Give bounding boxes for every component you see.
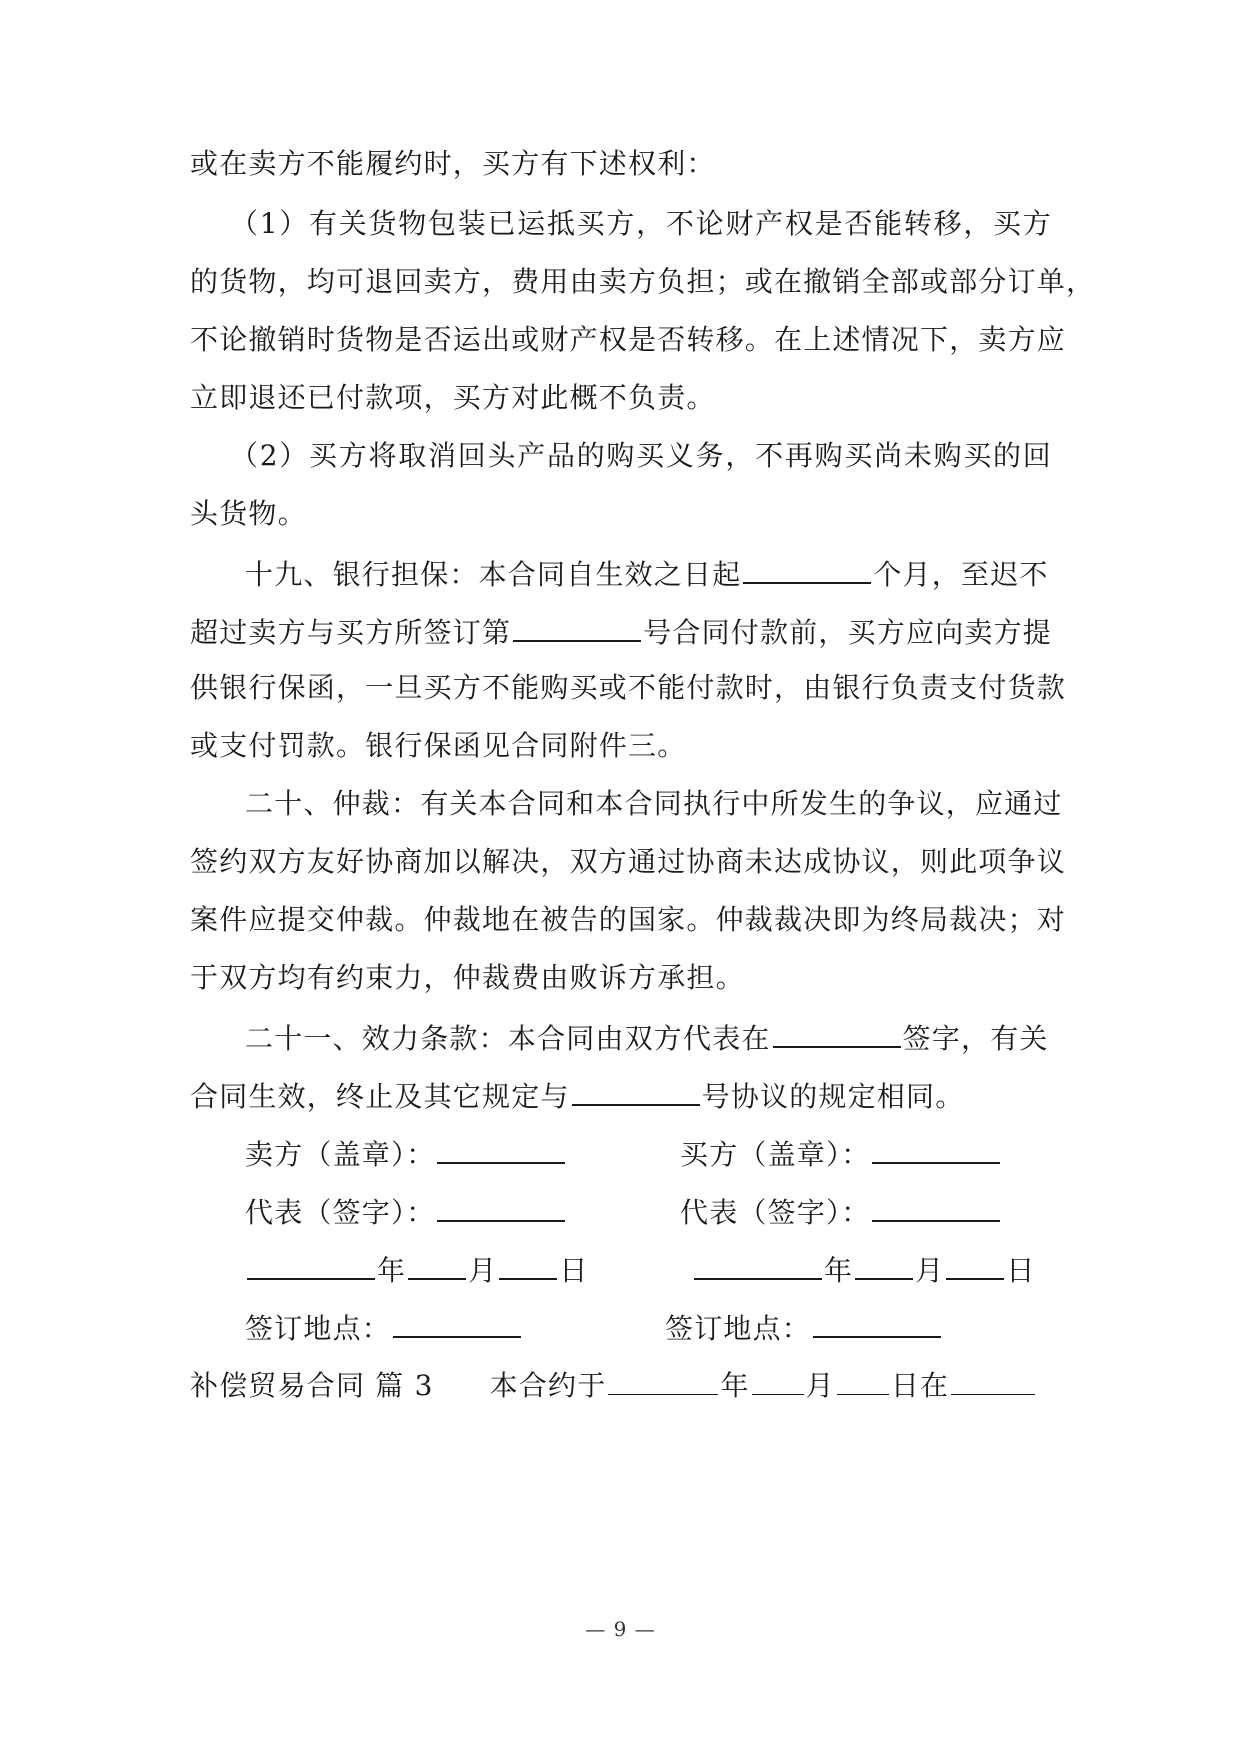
fill-blank	[694, 1248, 822, 1280]
art19-line1	[245, 552, 1052, 595]
art19-line3: 供银行保函，一旦买方不能购买或不能付款时，由银行负责支付货款	[190, 671, 1067, 704]
year-label: 年	[377, 1254, 407, 1287]
seller-seal-line	[245, 1132, 567, 1175]
fill-blank	[247, 1248, 375, 1280]
fill-blank	[773, 1016, 901, 1048]
year-label: 年	[720, 1369, 750, 1402]
fill-blank	[437, 1190, 565, 1222]
rep-sign-label: 代表（签字）：	[680, 1196, 871, 1229]
art19-line4: 或支付罚款。银行保函见合同附件三。	[190, 729, 687, 762]
art19-text: 号合同付款前，买方应向卖方提	[643, 616, 1053, 649]
art21-text: 签字，有关	[902, 1022, 1049, 1055]
rep-sign-right-line	[680, 1190, 1002, 1233]
art19-text: 超过卖方与买方所签订第	[190, 616, 512, 649]
fill-blank	[946, 1248, 1004, 1280]
fill-blank	[437, 1132, 565, 1164]
art21-line1	[245, 1016, 1052, 1059]
item1-line2: 的货物，均可退回卖方，费用由卖方负担；或在撤销全部或部分订单，	[190, 265, 1096, 298]
fill-blank	[393, 1306, 521, 1338]
art20-line1: 二十、仲裁：有关本合同和本合同执行中所发生的争议，应通过	[245, 787, 1063, 820]
art19-line2	[190, 610, 1052, 653]
date-left-line	[245, 1248, 589, 1291]
fill-blank	[855, 1248, 913, 1280]
buyer-seal-line	[680, 1132, 1002, 1175]
day-label: 日	[1006, 1254, 1036, 1287]
fill-blank	[951, 1364, 1035, 1395]
art21-text: 二十一、效力条款：本合同由双方代表在	[245, 1022, 771, 1055]
item1-line1: （1）有关货物包装已运抵买方，不论财产权是否能转移，买方	[230, 207, 1052, 240]
year-label: 年	[824, 1254, 854, 1287]
art19-text: 十九、银行担保：本合同自生效之日起	[245, 558, 742, 591]
item1-line4: 立即退还已付款项，买方对此概不负责。	[190, 381, 716, 414]
rep-sign-left-line	[245, 1190, 567, 1233]
art19-text: 个月，至迟不	[873, 558, 1049, 591]
fill-blank	[608, 1364, 718, 1395]
place-left-line	[245, 1306, 523, 1349]
fill-blank	[837, 1364, 889, 1395]
fill-blank	[513, 610, 641, 642]
place-right-line	[665, 1306, 943, 1349]
item2-line2: 头货物。	[190, 497, 307, 530]
month-label: 月	[805, 1369, 835, 1402]
art20-line3: 案件应提交仲裁。仲裁地在被告的国家。仲裁裁决即为终局裁决；对	[190, 903, 1067, 936]
rep-sign-label: 代表（签字）：	[245, 1196, 436, 1229]
section-title: 补偿贸易合同 篇 3	[190, 1369, 434, 1402]
art21-text: 合同生效，终止及其它规定与	[190, 1080, 570, 1113]
item2-line1: （2）买方将取消回头产品的购买义务，不再购买尚未购买的回	[230, 439, 1052, 472]
art20-line2: 签约双方友好协商加以解决，双方通过协商未达成协议，则此项争议	[190, 845, 1067, 878]
fill-blank	[408, 1248, 466, 1280]
body-line: 或在卖方不能履约时，买方有下述权利：	[190, 147, 716, 180]
day-label: 日	[559, 1254, 589, 1287]
fill-blank	[499, 1248, 557, 1280]
month-label: 月	[468, 1254, 498, 1287]
place-label: 签订地点：	[665, 1312, 812, 1345]
item1-line3: 不论撤销时货物是否运出或财产权是否转移。在上述情况下，卖方应	[190, 323, 1067, 356]
fill-blank	[872, 1132, 1000, 1164]
fill-blank	[813, 1306, 941, 1338]
art21-text: 号协议的规定相同。	[701, 1080, 965, 1113]
next-section-line	[190, 1364, 1037, 1406]
place-label: 签订地点：	[245, 1312, 392, 1345]
day-at-label: 日在	[890, 1369, 950, 1402]
fill-blank	[572, 1074, 700, 1106]
month-label: 月	[915, 1254, 945, 1287]
section-text: 本合约于	[489, 1369, 607, 1402]
buyer-seal-label: 买方（盖章）：	[680, 1138, 871, 1171]
art20-line4: 于双方均有约束力，仲裁费由败诉方承担。	[190, 961, 745, 994]
page-number: — 9 —	[585, 1617, 656, 1641]
art21-line2	[190, 1074, 1052, 1117]
fill-blank	[743, 552, 871, 584]
fill-blank	[752, 1364, 804, 1395]
fill-blank	[872, 1190, 1000, 1222]
seller-seal-label: 卖方（盖章）：	[245, 1138, 436, 1171]
date-right-line	[692, 1248, 1036, 1291]
